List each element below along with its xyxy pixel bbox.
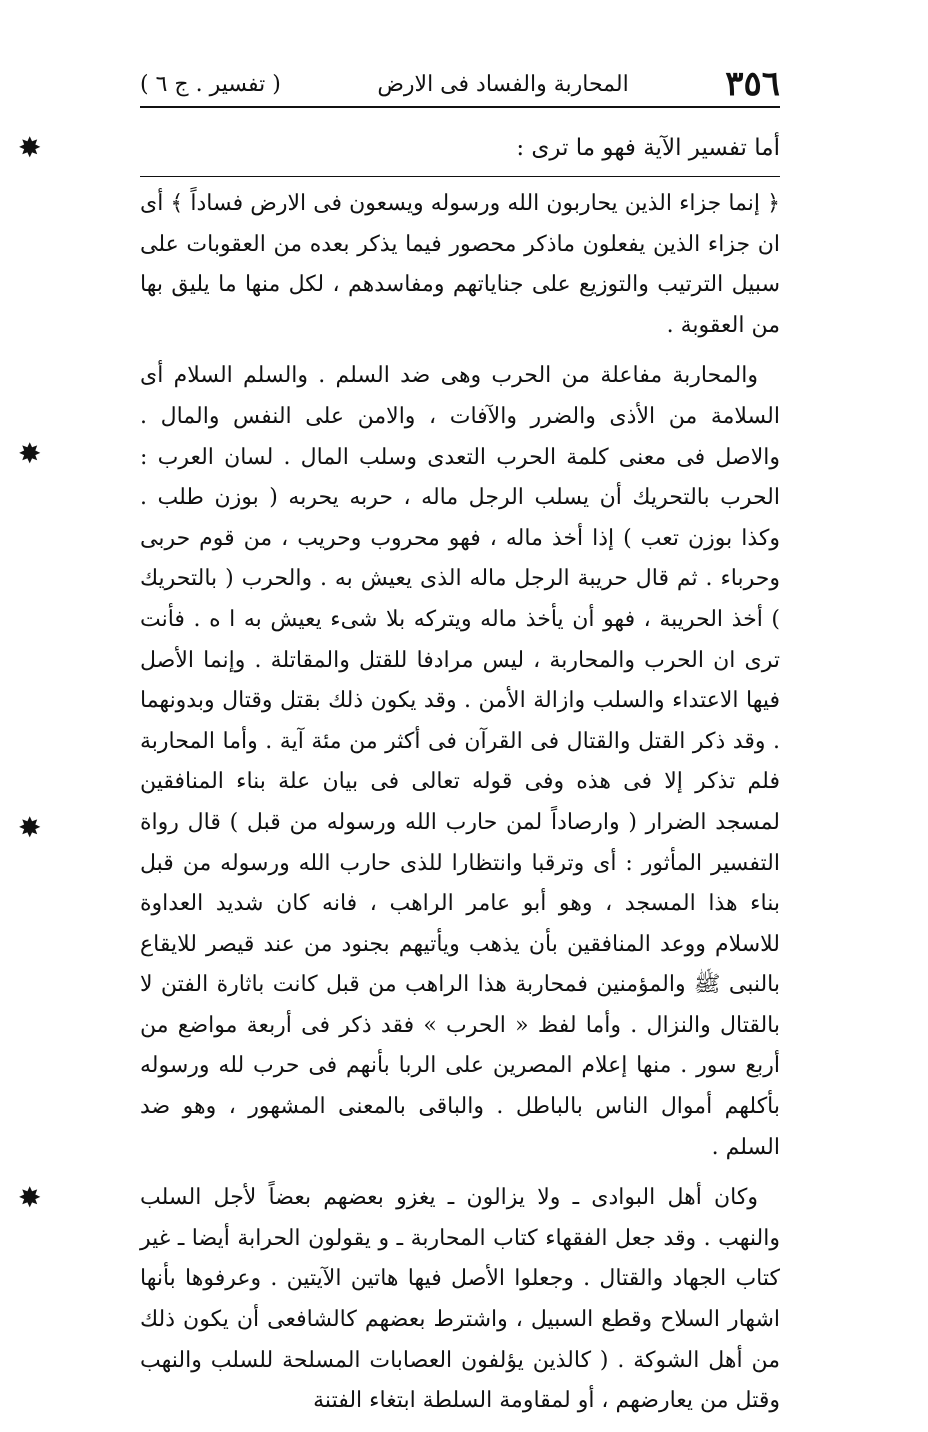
paragraph-verse-explanation: ﴿ إنما جزاء الذين يحاربون الله ورسوله ويسعون فى الارض فساداً ﴾ أى ان جزاء الذين يفعلون ماذكر محصور فيما يذكر بعده من العقوبات على سبيل الترتيب والتوزيع على جناياتهم ومفاسدهم ، لكل منها ما يليق بها من العقوبة . — [140, 191, 780, 338]
margin-mark-icon: ✸ — [18, 1181, 42, 1214]
book-reference: ( تفسير . ج ٦ ) — [140, 71, 281, 97]
margin-mark-icon: ✸ — [18, 131, 42, 164]
running-title: المحاربة والفساد فى الارض — [377, 71, 629, 97]
paragraph-definition-of-muharaba: والمحاربة مفاعلة من الحرب وهى ضد السلم . والسلم السلام أى السلامة من الأذى والضرر والآفات ، والامن على النفس والمال . والاصل فى معنى كلمة الحرب التعدى وسلب المال . لسان العرب : الحرب بالتحريك أن يسلب الرجل ماله ، حربه يحربه ( بوزن طلب . وكذا بوزن تعب ) إذا أخذ ماله ، فهو محروب وحريب ، من قوم حربى وحرباء . ثم قال حريبة الرجل ماله الذى يعيش به . والحرب ( بالتحريك ) أخذ الحريبة ، فهو أن يأخذ ماله ويتركه بلا شىء يعيش به ا ه . فأنت ترى ان الحرب والمحاربة ، ليس مرادفا للقتل والمقاتلة . وإنما الأصل فيها الاعتداء والسلب وازالة الأمن . وقد يكون ذلك بقتل وقتال وبدونهما . وقد ذكر القتل والقتال فى القرآن فى أكثر من مئة آية . وأما المحاربة فلم تذكر إلا فى هذه وفى قوله تعالى فى بيان علة بناء المنافقين لمسجد الضرار ( وارصاداً لمن حارب الله ورسوله من قبل ) قال رواة التفسير المأثور : أى وترقبا وانتظارا للذى حارب الله ورسوله من قبل بناء هذا المسجد ، وهو أبو عامر الراهب ، فانه كان شديد العداوة للاسلام ووعد المنافقين بأن يذهب ويأتيهم بجنود من عند قيصر للايقاع بالنبى ﷺ والمؤمنين فمحاربة هذا الراهب من قبل كانت باثارة الفتن لا بالقتال والنزال . وأما لفظ « الحرب » فقد ذكر فى أربعة مواضع من أربع سور . منها إعلام المصرين على الربا بأنهم فى حرب لله ورسوله بأكلهم أموال الناس بالباطل . والباقى بالمعنى المشهور ، وهو ضد السلم . — [140, 363, 780, 1160]
body-text — [140, 184, 780, 1432]
page-number: ٣٥٦ — [725, 64, 780, 104]
page-header — [140, 62, 780, 108]
separator-rule — [140, 176, 780, 177]
margin-mark-icon: ✸ — [18, 437, 42, 470]
paragraph-fiqh-of-hiraba: وكان أهل البوادى ـ ولا يزالون ـ يغزو بعضهم بعضاً لأجل السلب والنهب . وقد جعل الفقهاء كتاب المحاربة ـ و يقولون الحرابة أيضا ـ غير كتاب الجهاد والقتال . وجعلوا الأصل فيها هاتين الآيتين . وعرفوها بأنها اشهار السلاح وقطع السبيل ، واشترط بعضهم كالشافعى أن يكون ذلك من أهل الشوكة . ( كالذين يؤلفون العصابات المسلحة للسلب والنهب وقتل من يعارضهم ، أو لمقاومة السلطة ابتغاء الفتنة — [140, 1185, 780, 1414]
intro-line: أما تفسير الآية فهو ما ترى : — [516, 135, 780, 161]
margin-mark-icon: ✸ — [18, 811, 42, 844]
